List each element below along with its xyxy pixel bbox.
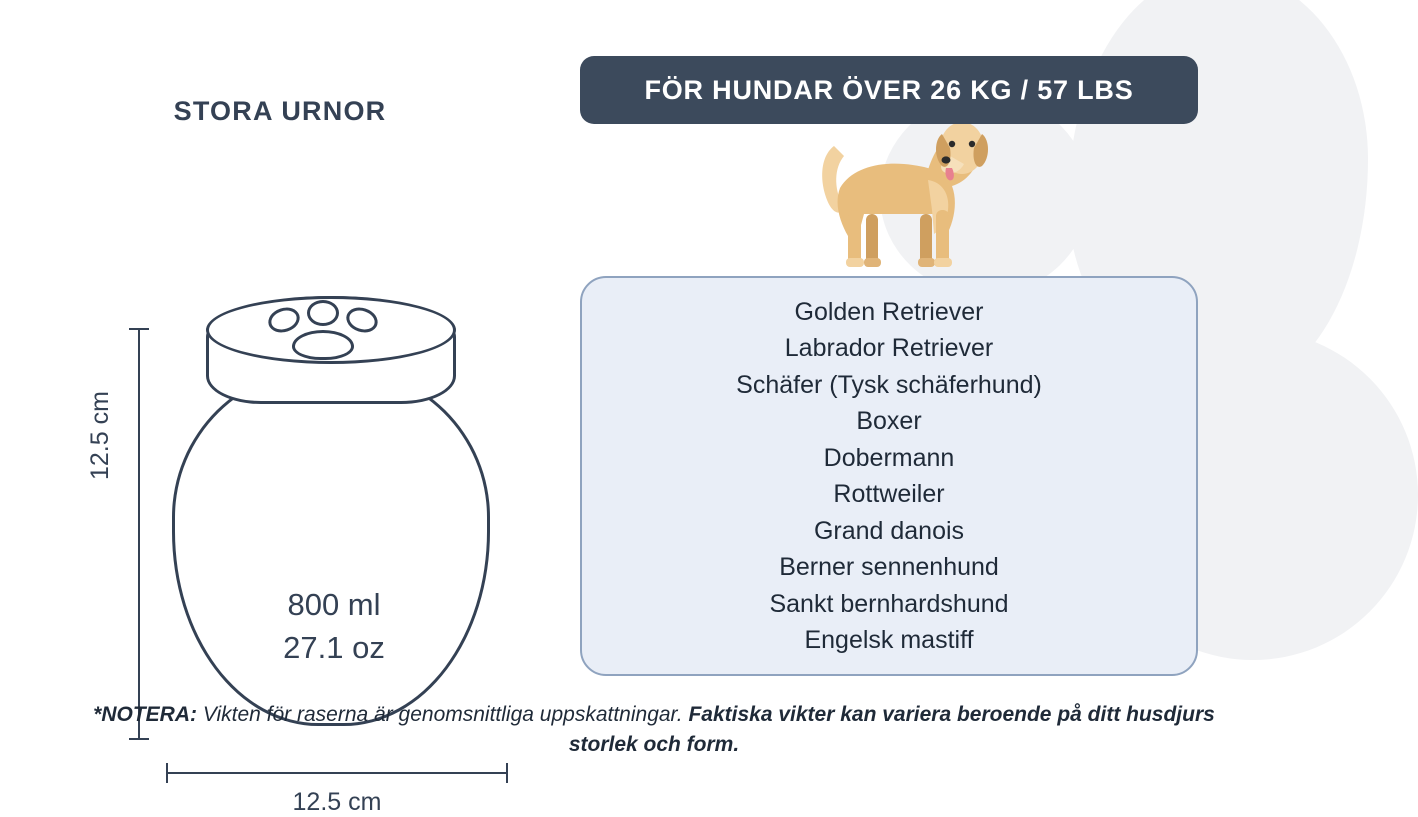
list-item: Engelsk mastiff [804, 626, 974, 654]
paw-toe-right [343, 304, 381, 337]
list-item: Boxer [856, 407, 922, 435]
paw-print-icon [262, 300, 402, 362]
urn-capacity-ml: 800 ml [287, 587, 381, 622]
urn-capacity-oz: 27.1 oz [283, 629, 385, 665]
width-dimension-line [166, 772, 508, 774]
list-item: Grand danois [813, 516, 965, 545]
footnote-emphasis: Faktiska vikter kan variera beroende på ditt husdjurs storlek och form. [568, 703, 1215, 757]
urn-jar-body [172, 366, 490, 726]
paw-main-pad [292, 330, 354, 360]
height-dimension-label: 12.5 cm [86, 391, 114, 480]
breed-list-card [580, 276, 1198, 676]
list-item: Golden Retriever [794, 297, 984, 326]
weight-range-header: FÖR HUNDAR ÖVER 26 KG / 57 LBS [580, 56, 1198, 124]
footnote-text: Vikten för raserna är genomsnittliga uppskattningar. [197, 703, 689, 726]
list-item: Berner sennenhund [779, 553, 999, 581]
list-item: Rottweiler [833, 480, 945, 508]
footnote-lead: *NOTERA: [93, 703, 197, 726]
list-item: Schäfer (Tysk schäferhund) [736, 370, 1042, 399]
golden-retriever-dog-illustration [800, 110, 990, 280]
urn-capacity [175, 584, 493, 670]
width-dimension-label: 12.5 cm [292, 788, 382, 816]
height-dimension-line [138, 328, 140, 740]
list-item: Dobermann [823, 443, 955, 472]
paw-toe-left [265, 304, 303, 337]
urn-section-title: STORA URNOR [173, 96, 387, 126]
paw-toe-middle [307, 300, 339, 326]
list-item: Labrador Retriever [784, 334, 994, 362]
footnote [80, 700, 1228, 761]
urn-shape [172, 278, 492, 730]
list-item: Sankt bernhardshund [769, 589, 1009, 618]
